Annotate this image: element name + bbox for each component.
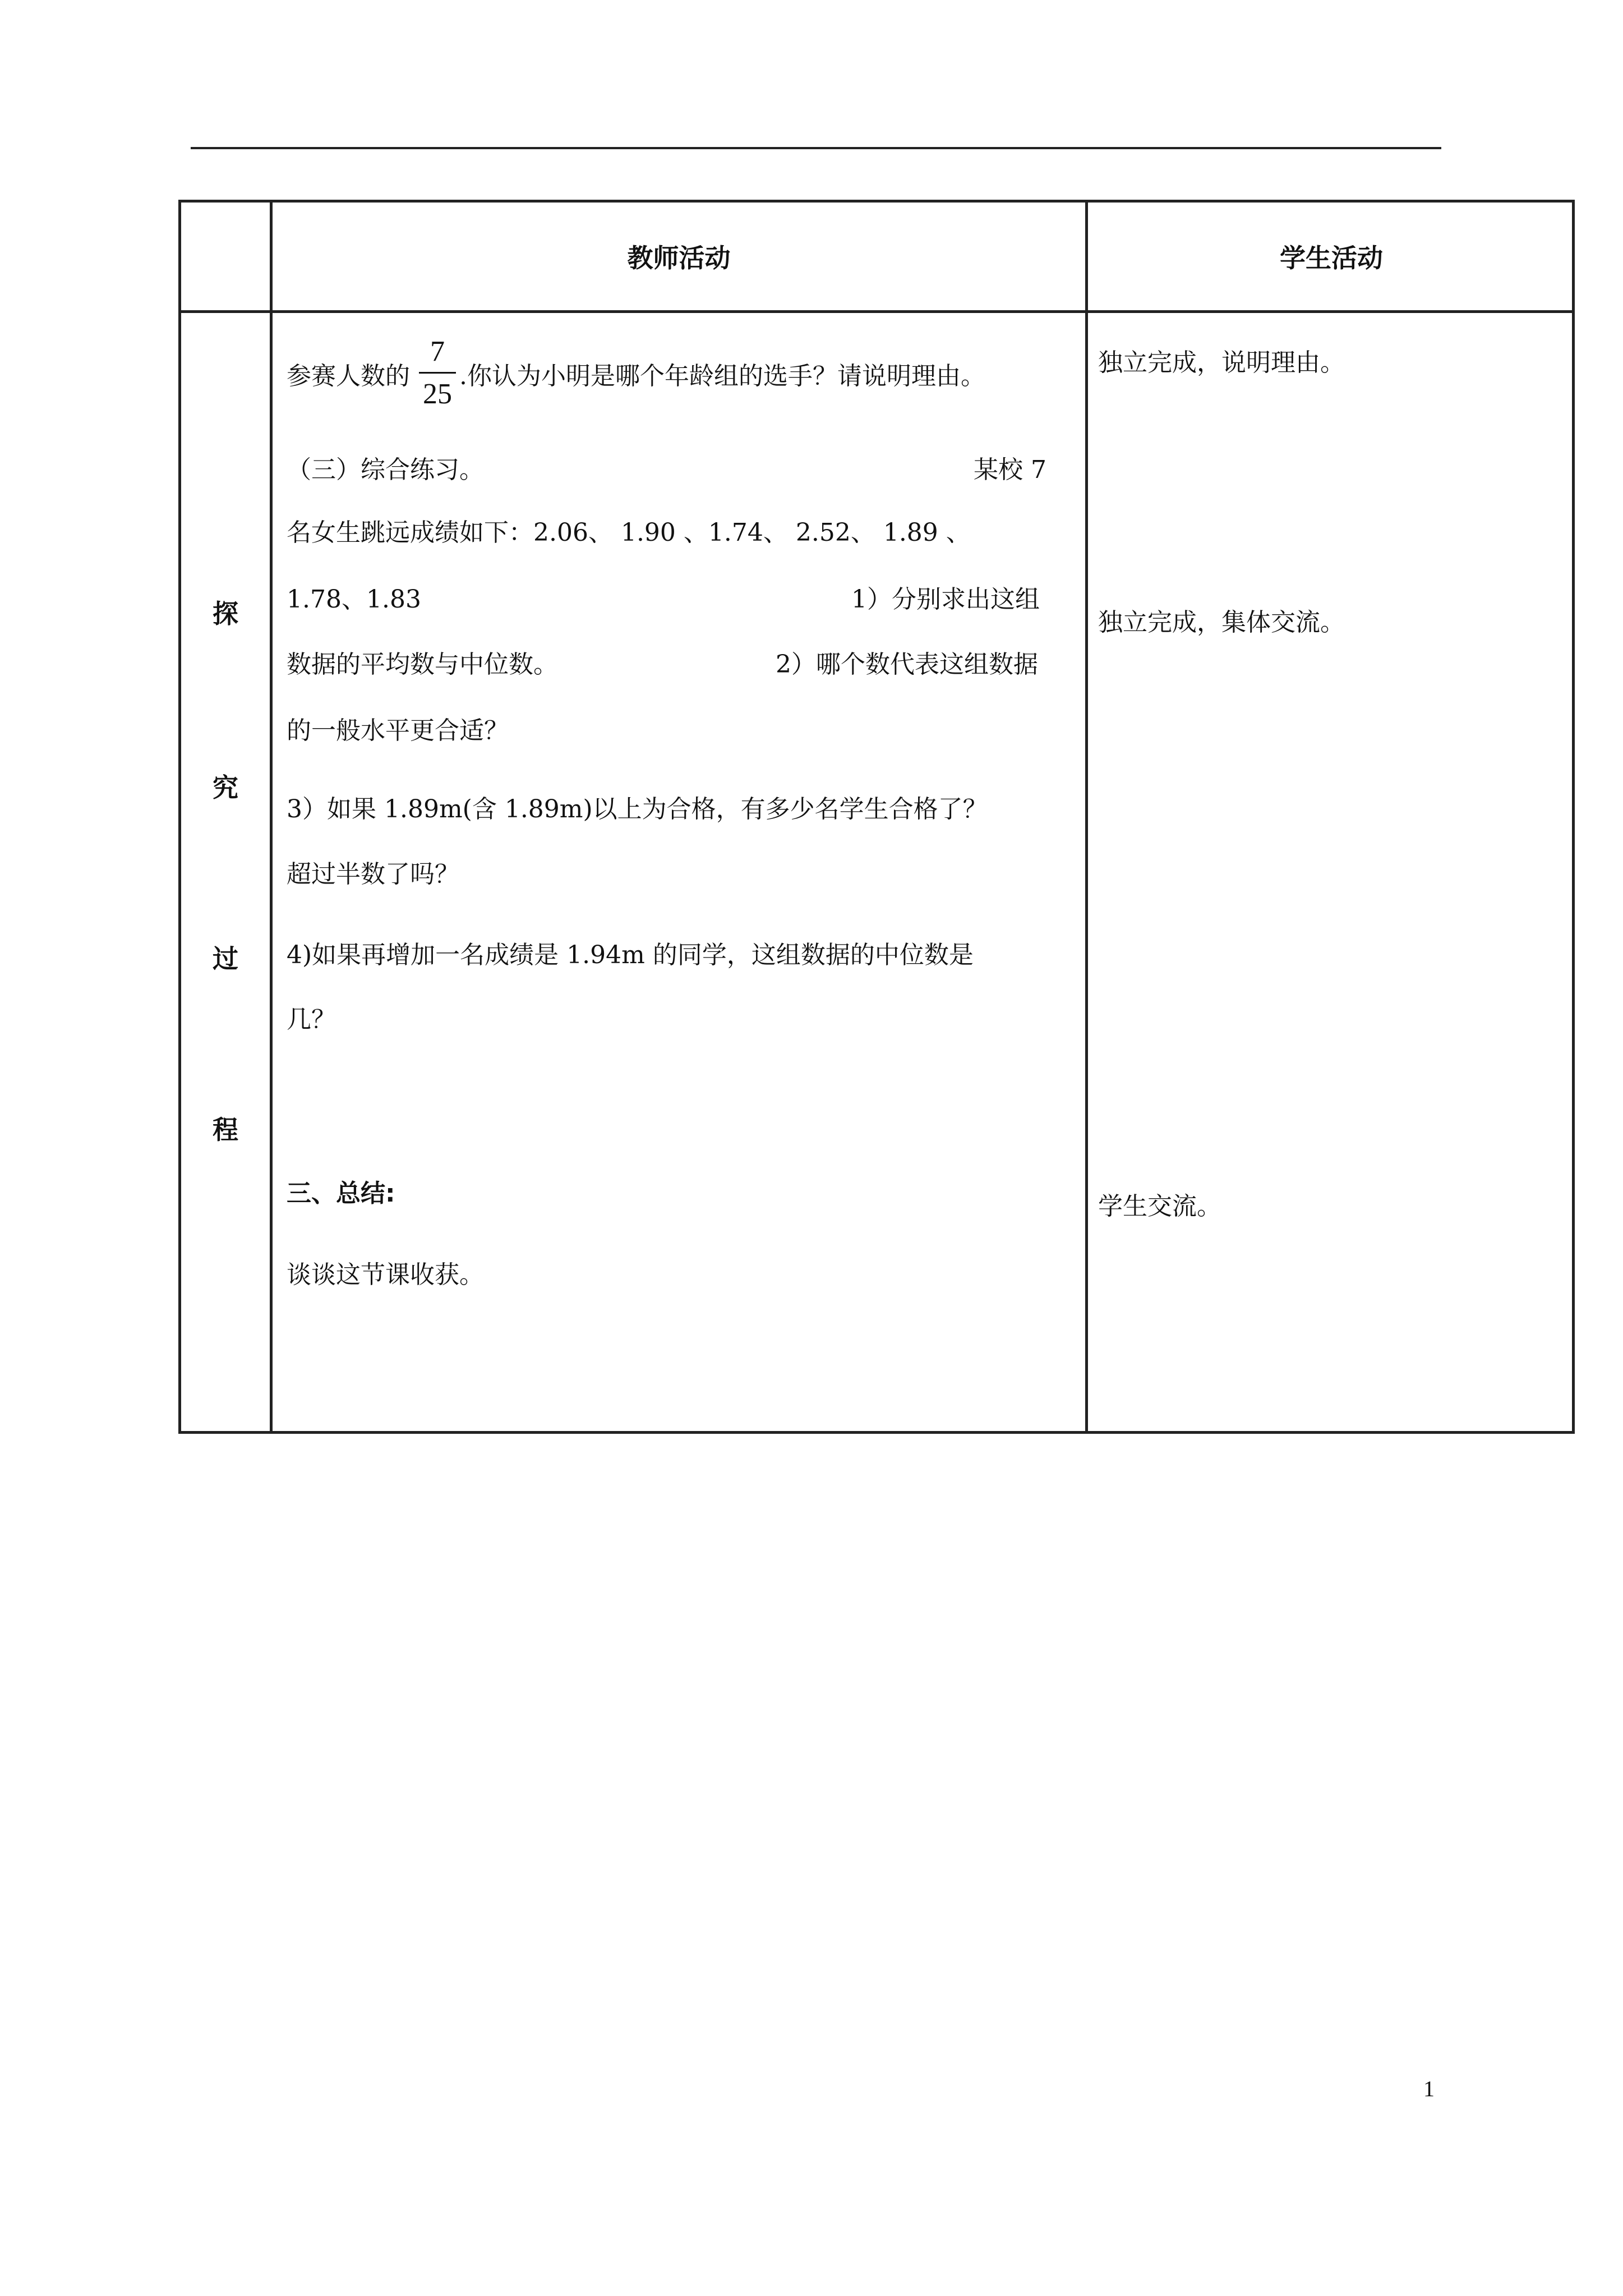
page-number: 1 — [1423, 2076, 1435, 2101]
stage-char: 探 — [213, 599, 238, 629]
teacher-line-1-after: .你认为小明是哪个年龄组的选手？请说明理由。 — [459, 362, 985, 390]
teacher-line-10: 几？ — [287, 1005, 336, 1034]
fraction-bar — [419, 372, 456, 374]
header-rule — [191, 147, 1441, 149]
student-activity-header: 学生活动 — [1280, 243, 1383, 273]
student-line-1: 独立完成，说明理由。 — [1098, 348, 1345, 377]
teacher-line-1-before: 参赛人数的 — [287, 362, 410, 390]
teacher-line-4-right: 1）分别求出这组 — [851, 585, 1040, 614]
teacher-activity-header: 教师活动 — [627, 243, 731, 273]
teacher-line-5-left: 数据的平均数与中位数。 — [287, 650, 558, 679]
column-divider-student — [1085, 203, 1088, 1431]
stage-char: 究 — [213, 772, 238, 803]
column-divider-stage — [270, 203, 273, 1431]
fraction-numerator: 7 — [430, 335, 445, 367]
teacher-line-2-right: 某校 7 — [974, 455, 1046, 484]
teacher-line-7: 3）如果 1.89m(含 1.89m)以上为合格，有多少名学生合格了？ — [287, 795, 988, 823]
student-line-3: 学生交流。 — [1098, 1192, 1221, 1221]
teacher-line-3: 名女生跳远成绩如下：2.06、 1.90 、1.74、 2.52、 1.89 、 — [287, 518, 971, 547]
teacher-line-4-left: 1.78、1.83 — [287, 585, 421, 614]
lesson-plan-table — [178, 200, 1575, 1434]
teacher-line-8: 超过半数了吗？ — [287, 860, 459, 889]
stage-char: 程 — [213, 1115, 238, 1145]
stage-column — [181, 313, 270, 1431]
teacher-line-9: 4)如果再增加一名成绩是 1.94m 的同学，这组数据的中位数是 — [287, 941, 974, 969]
summary-heading: 三、总结: — [287, 1179, 395, 1208]
student-line-2: 独立完成，集体交流。 — [1098, 608, 1345, 637]
fraction-denominator: 25 — [423, 378, 452, 410]
teacher-line-6: 的一般水平更合适？ — [287, 716, 509, 745]
teacher-line-2-left: （三）综合练习。 — [287, 455, 484, 484]
teacher-line-5-right: 2）哪个数代表这组数据 — [776, 650, 1038, 679]
header-row-divider — [181, 310, 1572, 313]
stage-char: 过 — [213, 944, 238, 974]
summary-text: 谈谈这节课收获。 — [287, 1260, 484, 1289]
